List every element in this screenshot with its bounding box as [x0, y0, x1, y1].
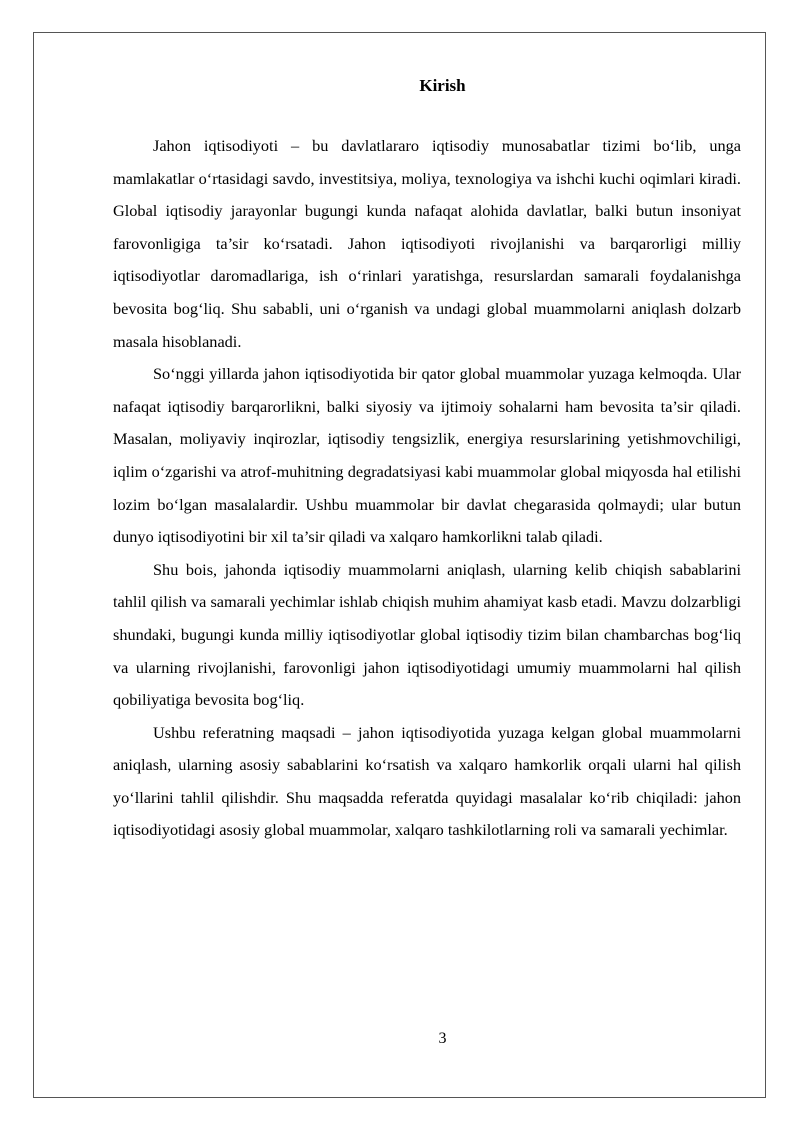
page-number: 3 [438, 1030, 447, 1047]
paragraph-1: Jahon iqtisodiyoti – bu davlatlararo iqtisodiy munosabatlar tizimi bo‘lib, unga mamlakatlar o‘rtasidagi savdo, investitsiya, moliya, texnologiya va ishchi kuchi oqimlari kiradi. Global iqtisodiy jarayonlar bugungi kunda nafaqat alohida davlatlar, balki butun insoniyat farovonligiga ta’sir ko‘rsatadi. Jahon iqtisodiyoti rivojlanishi va barqarorligi milliy iqtisodiyotlar daromadlariga, ish o‘rinlari yaratishga, resurslardan samarali foydalanishga bevosita bog‘liq. Shu sababli, uni o‘rganish va undagi global muammolarni aniqlash dolzarb masala hisoblanadi. [113, 136, 741, 351]
body-text [113, 130, 741, 847]
page-title: Kirish [419, 76, 466, 95]
paragraph-2: So‘nggi yillarda jahon iqtisodiyotida bir qator global muammolar yuzaga kelmoqda. Ular nafaqat iqtisodiy barqarorlikni, balki siyosiy va ijtimoiy sohalarni ham bevosita ta’sir qiladi. Masalan, moliyaviy inqirozlar, iqtisodiy tengsizlik, energiya resurslarining yetishmovchiligi, iqlim o‘zgarishi va atrof-muhitning degradatsiyasi kabi muammolar global miqyosda hal etilishi lozim bo‘lgan masalalardir. Ushbu muammolar bir davlat chegarasida qolmaydi; ular butun dunyo iqtisodiyotini bir xil ta’sir qiladi va xalqaro hamkorlikni talab qiladi. [113, 364, 741, 547]
paragraph-3: Shu bois, jahonda iqtisodiy muammolarni aniqlash, ularning kelib chiqish sabablarini tahlil qilish va samarali yechimlar ishlab chiqish muhim ahamiyat kasb etadi. Mavzu dolzarbligi shundaki, bugungi kunda milliy iqtisodiyotlar global iqtisodiy tizim bilan chambarchas bog‘liq va ularning rivojlanishi, farovonligi jahon iqtisodiyotidagi umumiy muammolarni hal qilish qobiliyatiga bevosita bog‘liq. [113, 559, 741, 710]
paragraph-4: Ushbu referatning maqsadi – jahon iqtisodiyotida yuzaga kelgan global muammolarni aniqlash, ularning asosiy sabablarini ko‘rsatish va xalqaro hamkorlik orqali ularni hal qilish yo‘llarini tahlil qilishdir. Shu maqsadda referatda quyidagi masalalar ko‘rib chiqiladi: jahon iqtisodiyotidagi asosiy global muammolar, xalqaro tashkilotlarning roli va samarali yechimlar. [113, 722, 741, 840]
